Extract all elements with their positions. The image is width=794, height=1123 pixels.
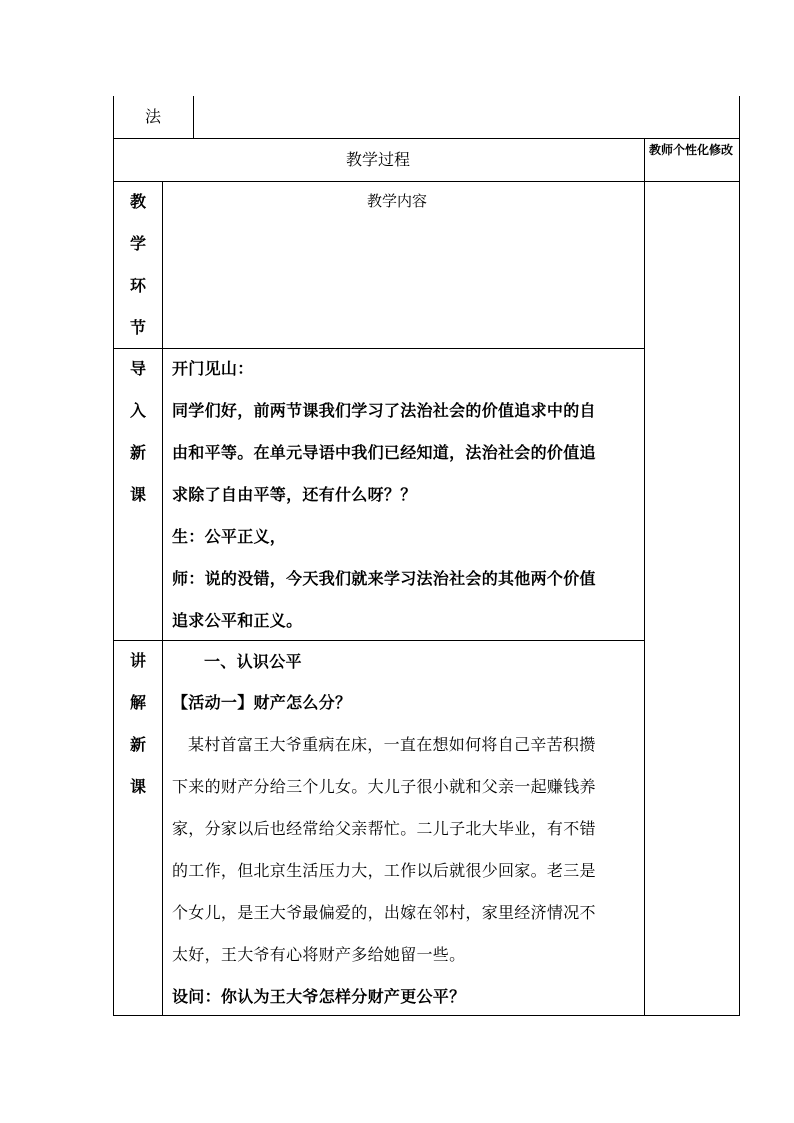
content-line: 同学们好，前两节课我们学习了法治社会的价值追求中的自 xyxy=(172,401,596,420)
stage-header-char: 教 xyxy=(129,192,146,211)
stage-char: 新 xyxy=(129,443,146,462)
content-line: 师：说的没错，今天我们就来学习法治社会的其他两个价值 xyxy=(172,569,596,588)
content-line: 个女儿，是王大爷最偏爱的，出嫁在邻村，家里经济情况不 xyxy=(172,903,596,922)
content-line: 由和平等。在单元导语中我们已经知道，法治社会的价值追 xyxy=(172,443,596,462)
stage-char: 课 xyxy=(129,485,146,504)
stage-header-char: 环 xyxy=(129,276,146,295)
stage-header xyxy=(113,181,163,349)
content-line: 下来的财产分给三个儿女。大儿子很小就和父亲一起赚钱养 xyxy=(172,777,596,796)
personal-revision-header xyxy=(648,141,734,160)
content-line: 生：公平正义， xyxy=(172,527,287,546)
content-line: 太好，王大爷有心将财产多给她留一些。 xyxy=(172,945,466,964)
row-line-3 xyxy=(113,348,645,349)
stage-char: 导 xyxy=(129,359,146,378)
question-line: 设问：你认为王大爷怎样分财产更公平？ xyxy=(172,987,466,1006)
content-line: 的工作，但北京生活压力大，工作以后就很少回家。老三是 xyxy=(172,861,596,880)
personal-revision-label: 教师个性化修改 xyxy=(648,143,733,157)
process-title: 教学过程 xyxy=(346,150,411,169)
content-header: 教学内容 xyxy=(367,192,428,210)
revision-column-divider xyxy=(644,138,645,1016)
stage-char: 新 xyxy=(129,735,146,754)
stage-char: 讲 xyxy=(129,651,146,670)
table-bottom-rule xyxy=(113,1015,740,1016)
content-line: 求除了自由平等，还有什么呀？？ xyxy=(172,485,417,504)
stage-char: 解 xyxy=(129,693,146,712)
section-heading: 一、认识公平 xyxy=(204,652,302,671)
row-line-2b xyxy=(644,181,740,182)
activity-title: 【活动一】财产怎么分？ xyxy=(172,693,352,712)
content-line: 某村首富王大爷重病在床，一直在想如何将自己辛苦积攒 xyxy=(188,735,596,754)
row-line-1 xyxy=(113,138,740,139)
method-label: 法 xyxy=(145,107,162,126)
stage-intro xyxy=(113,348,163,516)
stage-char: 课 xyxy=(129,777,146,796)
content-line: 开门见山： xyxy=(172,359,254,378)
stage-header-char: 学 xyxy=(129,234,146,253)
stage-char: 入 xyxy=(129,401,146,420)
row-line-2 xyxy=(113,181,644,182)
table-right-border xyxy=(739,96,740,1016)
content-line: 追求公平和正义。 xyxy=(172,611,303,630)
content-line: 家，分家以后也经常给父亲帮忙。二儿子北大毕业，有不错 xyxy=(172,819,596,838)
stage-header-char: 节 xyxy=(129,318,146,337)
row-line-4 xyxy=(113,640,645,641)
method-cell-divider xyxy=(193,96,194,138)
stage-explain xyxy=(113,640,163,808)
